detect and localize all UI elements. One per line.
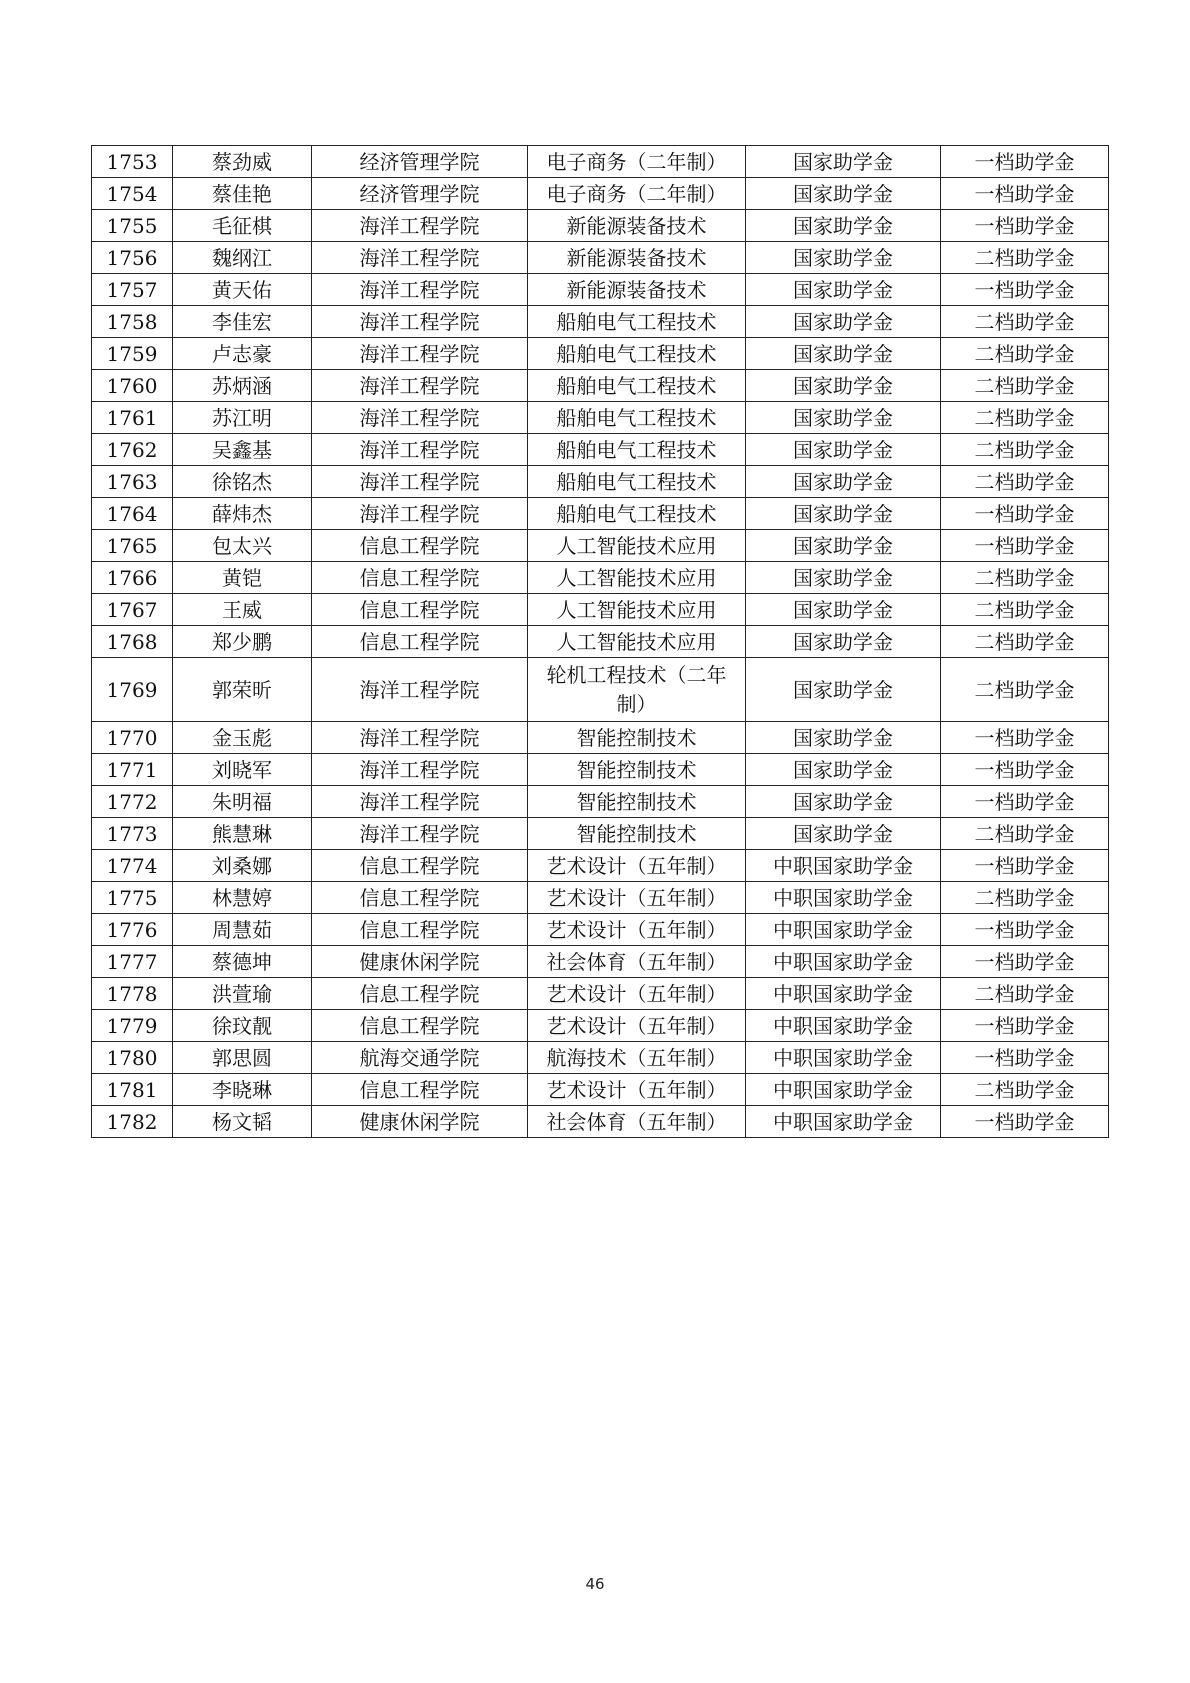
- cell-name: 朱明福: [173, 786, 312, 818]
- cell-grant-type: 国家助学金: [746, 274, 941, 306]
- cell-major: 人工智能技术应用: [528, 626, 746, 658]
- cell-grant-type: 国家助学金: [746, 306, 941, 338]
- table-row: [92, 146, 1109, 178]
- cell-major: 人工智能技术应用: [528, 530, 746, 562]
- table-row: [92, 946, 1109, 978]
- cell-grant-type: 国家助学金: [746, 786, 941, 818]
- table-row: [92, 498, 1109, 530]
- cell-number: 1762: [92, 434, 173, 466]
- cell-college: 信息工程学院: [312, 626, 528, 658]
- cell-grant-type: 国家助学金: [746, 594, 941, 626]
- cell-college: 信息工程学院: [312, 1010, 528, 1042]
- cell-grant-grade: 二档助学金: [941, 818, 1109, 850]
- table-row: [92, 786, 1109, 818]
- cell-number: 1776: [92, 914, 173, 946]
- cell-major: 艺术设计（五年制）: [528, 850, 746, 882]
- cell-grant-grade: 二档助学金: [941, 658, 1109, 722]
- cell-number: 1779: [92, 1010, 173, 1042]
- cell-college: 海洋工程学院: [312, 786, 528, 818]
- cell-college: 海洋工程学院: [312, 658, 528, 722]
- cell-grant-type: 国家助学金: [746, 530, 941, 562]
- cell-major: 电子商务（二年制）: [528, 146, 746, 178]
- cell-name: 苏江明: [173, 402, 312, 434]
- cell-college: 海洋工程学院: [312, 338, 528, 370]
- table-row: [92, 466, 1109, 498]
- cell-college: 海洋工程学院: [312, 370, 528, 402]
- cell-number: 1768: [92, 626, 173, 658]
- cell-grant-grade: 一档助学金: [941, 1106, 1109, 1138]
- table-row: [92, 178, 1109, 210]
- cell-major: 船舶电气工程技术: [528, 434, 746, 466]
- cell-major: 智能控制技术: [528, 722, 746, 754]
- cell-grant-grade: 二档助学金: [941, 1074, 1109, 1106]
- cell-grant-type: 国家助学金: [746, 146, 941, 178]
- recipient-table: [91, 145, 1109, 1138]
- cell-grant-type: 中职国家助学金: [746, 914, 941, 946]
- cell-number: 1772: [92, 786, 173, 818]
- cell-name: 杨文韬: [173, 1106, 312, 1138]
- cell-grant-grade: 二档助学金: [941, 562, 1109, 594]
- table-row: [92, 658, 1109, 722]
- cell-grant-type: 中职国家助学金: [746, 978, 941, 1010]
- cell-grant-grade: 一档助学金: [941, 274, 1109, 306]
- cell-name: 周慧茹: [173, 914, 312, 946]
- cell-major: 智能控制技术: [528, 818, 746, 850]
- cell-grant-type: 国家助学金: [746, 402, 941, 434]
- cell-number: 1764: [92, 498, 173, 530]
- cell-number: 1769: [92, 658, 173, 722]
- table-row: [92, 850, 1109, 882]
- cell-number: 1760: [92, 370, 173, 402]
- cell-name: 刘晓军: [173, 754, 312, 786]
- cell-grant-grade: 一档助学金: [941, 1042, 1109, 1074]
- cell-college: 海洋工程学院: [312, 434, 528, 466]
- cell-number: 1758: [92, 306, 173, 338]
- cell-number: 1757: [92, 274, 173, 306]
- cell-grant-type: 中职国家助学金: [746, 882, 941, 914]
- cell-major: 艺术设计（五年制）: [528, 882, 746, 914]
- cell-college: 海洋工程学院: [312, 498, 528, 530]
- cell-grant-grade: 一档助学金: [941, 946, 1109, 978]
- cell-name: 李晓琳: [173, 1074, 312, 1106]
- table-row: [92, 434, 1109, 466]
- cell-number: 1765: [92, 530, 173, 562]
- recipient-table-body: [92, 146, 1109, 1138]
- cell-major: 智能控制技术: [528, 786, 746, 818]
- cell-college: 信息工程学院: [312, 1074, 528, 1106]
- table-row: [92, 1010, 1109, 1042]
- cell-name: 王威: [173, 594, 312, 626]
- cell-number: 1771: [92, 754, 173, 786]
- cell-grant-grade: 一档助学金: [941, 754, 1109, 786]
- cell-number: 1766: [92, 562, 173, 594]
- cell-grant-grade: 二档助学金: [941, 882, 1109, 914]
- cell-name: 郑少鹏: [173, 626, 312, 658]
- cell-major: 船舶电气工程技术: [528, 338, 746, 370]
- cell-grant-grade: 一档助学金: [941, 146, 1109, 178]
- cell-grant-type: 国家助学金: [746, 370, 941, 402]
- cell-college: 信息工程学院: [312, 530, 528, 562]
- cell-grant-grade: 二档助学金: [941, 626, 1109, 658]
- cell-name: 卢志豪: [173, 338, 312, 370]
- table-row: [92, 370, 1109, 402]
- cell-name: 毛征棋: [173, 210, 312, 242]
- cell-grant-type: 国家助学金: [746, 242, 941, 274]
- cell-name: 包太兴: [173, 530, 312, 562]
- cell-number: 1778: [92, 978, 173, 1010]
- cell-name: 蔡劲威: [173, 146, 312, 178]
- cell-name: 金玉彪: [173, 722, 312, 754]
- cell-college: 海洋工程学院: [312, 306, 528, 338]
- cell-major: 电子商务（二年制）: [528, 178, 746, 210]
- cell-name: 魏纲江: [173, 242, 312, 274]
- cell-number: 1775: [92, 882, 173, 914]
- cell-grant-grade: 一档助学金: [941, 530, 1109, 562]
- cell-major: 船舶电气工程技术: [528, 306, 746, 338]
- table-row: [92, 210, 1109, 242]
- cell-number: 1777: [92, 946, 173, 978]
- cell-grant-type: 国家助学金: [746, 562, 941, 594]
- cell-college: 信息工程学院: [312, 978, 528, 1010]
- cell-number: 1763: [92, 466, 173, 498]
- cell-number: 1770: [92, 722, 173, 754]
- table-row: [92, 1074, 1109, 1106]
- cell-name: 黄天佑: [173, 274, 312, 306]
- cell-major: 新能源装备技术: [528, 274, 746, 306]
- table-row: [92, 402, 1109, 434]
- cell-college: 海洋工程学院: [312, 818, 528, 850]
- table-row: [92, 978, 1109, 1010]
- cell-name: 洪萱瑜: [173, 978, 312, 1010]
- cell-grant-grade: 一档助学金: [941, 722, 1109, 754]
- cell-name: 黄铠: [173, 562, 312, 594]
- cell-college: 健康休闲学院: [312, 946, 528, 978]
- table-row: [92, 914, 1109, 946]
- cell-name: 蔡佳艳: [173, 178, 312, 210]
- cell-grant-grade: 二档助学金: [941, 466, 1109, 498]
- cell-college: 健康休闲学院: [312, 1106, 528, 1138]
- cell-grant-grade: 二档助学金: [941, 242, 1109, 274]
- cell-grant-grade: 二档助学金: [941, 402, 1109, 434]
- cell-grant-grade: 一档助学金: [941, 914, 1109, 946]
- cell-grant-type: 中职国家助学金: [746, 1010, 941, 1042]
- table-row: [92, 338, 1109, 370]
- cell-number: 1753: [92, 146, 173, 178]
- cell-name: 熊慧琳: [173, 818, 312, 850]
- cell-number: 1781: [92, 1074, 173, 1106]
- cell-number: 1782: [92, 1106, 173, 1138]
- cell-name: 郭荣昕: [173, 658, 312, 722]
- cell-college: 海洋工程学院: [312, 722, 528, 754]
- cell-major: 智能控制技术: [528, 754, 746, 786]
- cell-grant-type: 国家助学金: [746, 338, 941, 370]
- cell-grant-grade: 二档助学金: [941, 306, 1109, 338]
- cell-name: 苏炳涵: [173, 370, 312, 402]
- table-row: [92, 818, 1109, 850]
- cell-grant-type: 国家助学金: [746, 466, 941, 498]
- cell-number: 1756: [92, 242, 173, 274]
- cell-grant-grade: 二档助学金: [941, 434, 1109, 466]
- cell-grant-type: 国家助学金: [746, 498, 941, 530]
- cell-grant-type: 国家助学金: [746, 722, 941, 754]
- cell-grant-grade: 一档助学金: [941, 850, 1109, 882]
- cell-major: 船舶电气工程技术: [528, 402, 746, 434]
- cell-name: 林慧婷: [173, 882, 312, 914]
- cell-number: 1761: [92, 402, 173, 434]
- cell-college: 航海交通学院: [312, 1042, 528, 1074]
- cell-number: 1754: [92, 178, 173, 210]
- cell-major: 船舶电气工程技术: [528, 370, 746, 402]
- cell-major: 艺术设计（五年制）: [528, 978, 746, 1010]
- table-row: [92, 626, 1109, 658]
- cell-name: 蔡德坤: [173, 946, 312, 978]
- cell-major: 航海技术（五年制）: [528, 1042, 746, 1074]
- table-row: [92, 882, 1109, 914]
- cell-college: 信息工程学院: [312, 594, 528, 626]
- cell-grant-type: 中职国家助学金: [746, 946, 941, 978]
- cell-major: 船舶电气工程技术: [528, 498, 746, 530]
- cell-college: 信息工程学院: [312, 914, 528, 946]
- cell-major: 社会体育（五年制）: [528, 946, 746, 978]
- cell-major: 艺术设计（五年制）: [528, 914, 746, 946]
- cell-number: 1759: [92, 338, 173, 370]
- cell-grant-type: 国家助学金: [746, 754, 941, 786]
- cell-college: 海洋工程学院: [312, 274, 528, 306]
- page-number: 46: [585, 1575, 605, 1593]
- table-row: [92, 754, 1109, 786]
- cell-number: 1767: [92, 594, 173, 626]
- cell-grant-grade: 一档助学金: [941, 178, 1109, 210]
- cell-grant-type: 中职国家助学金: [746, 1106, 941, 1138]
- cell-major: 艺术设计（五年制）: [528, 1074, 746, 1106]
- cell-grant-type: 国家助学金: [746, 658, 941, 722]
- cell-grant-grade: 二档助学金: [941, 594, 1109, 626]
- cell-major: 轮机工程技术（二年制）: [528, 658, 746, 722]
- cell-name: 李佳宏: [173, 306, 312, 338]
- cell-name: 刘桑娜: [173, 850, 312, 882]
- cell-grant-grade: 一档助学金: [941, 210, 1109, 242]
- table-row: [92, 1106, 1109, 1138]
- cell-college: 经济管理学院: [312, 178, 528, 210]
- cell-grant-type: 国家助学金: [746, 434, 941, 466]
- cell-number: 1773: [92, 818, 173, 850]
- cell-major: 艺术设计（五年制）: [528, 1010, 746, 1042]
- cell-number: 1774: [92, 850, 173, 882]
- table-row: [92, 722, 1109, 754]
- cell-grant-grade: 一档助学金: [941, 498, 1109, 530]
- cell-number: 1755: [92, 210, 173, 242]
- cell-major: 人工智能技术应用: [528, 562, 746, 594]
- cell-major: 人工智能技术应用: [528, 594, 746, 626]
- cell-grant-type: 中职国家助学金: [746, 1042, 941, 1074]
- cell-grant-type: 国家助学金: [746, 178, 941, 210]
- cell-college: 海洋工程学院: [312, 754, 528, 786]
- cell-college: 信息工程学院: [312, 562, 528, 594]
- cell-major: 社会体育（五年制）: [528, 1106, 746, 1138]
- cell-grant-type: 国家助学金: [746, 626, 941, 658]
- cell-grant-type: 中职国家助学金: [746, 1074, 941, 1106]
- cell-grant-grade: 二档助学金: [941, 370, 1109, 402]
- cell-grant-type: 中职国家助学金: [746, 850, 941, 882]
- cell-college: 海洋工程学院: [312, 242, 528, 274]
- cell-number: 1780: [92, 1042, 173, 1074]
- cell-major: 新能源装备技术: [528, 210, 746, 242]
- cell-name: 郭思圆: [173, 1042, 312, 1074]
- cell-name: 徐铭杰: [173, 466, 312, 498]
- cell-name: 徐玟靓: [173, 1010, 312, 1042]
- table-row: [92, 562, 1109, 594]
- cell-grant-grade: 二档助学金: [941, 338, 1109, 370]
- cell-name: 吴鑫基: [173, 434, 312, 466]
- table-row: [92, 1042, 1109, 1074]
- cell-grant-type: 国家助学金: [746, 210, 941, 242]
- cell-college: 海洋工程学院: [312, 402, 528, 434]
- table-row: [92, 242, 1109, 274]
- cell-college: 海洋工程学院: [312, 210, 528, 242]
- cell-grant-grade: 一档助学金: [941, 786, 1109, 818]
- table-row: [92, 274, 1109, 306]
- cell-college: 经济管理学院: [312, 146, 528, 178]
- cell-college: 信息工程学院: [312, 850, 528, 882]
- table-row: [92, 530, 1109, 562]
- cell-major: 船舶电气工程技术: [528, 466, 746, 498]
- cell-college: 信息工程学院: [312, 882, 528, 914]
- cell-grant-grade: 二档助学金: [941, 978, 1109, 1010]
- cell-name: 薛炜杰: [173, 498, 312, 530]
- cell-grant-type: 国家助学金: [746, 818, 941, 850]
- cell-major: 新能源装备技术: [528, 242, 746, 274]
- table-row: [92, 594, 1109, 626]
- table-row: [92, 306, 1109, 338]
- cell-college: 海洋工程学院: [312, 466, 528, 498]
- cell-grant-grade: 一档助学金: [941, 1010, 1109, 1042]
